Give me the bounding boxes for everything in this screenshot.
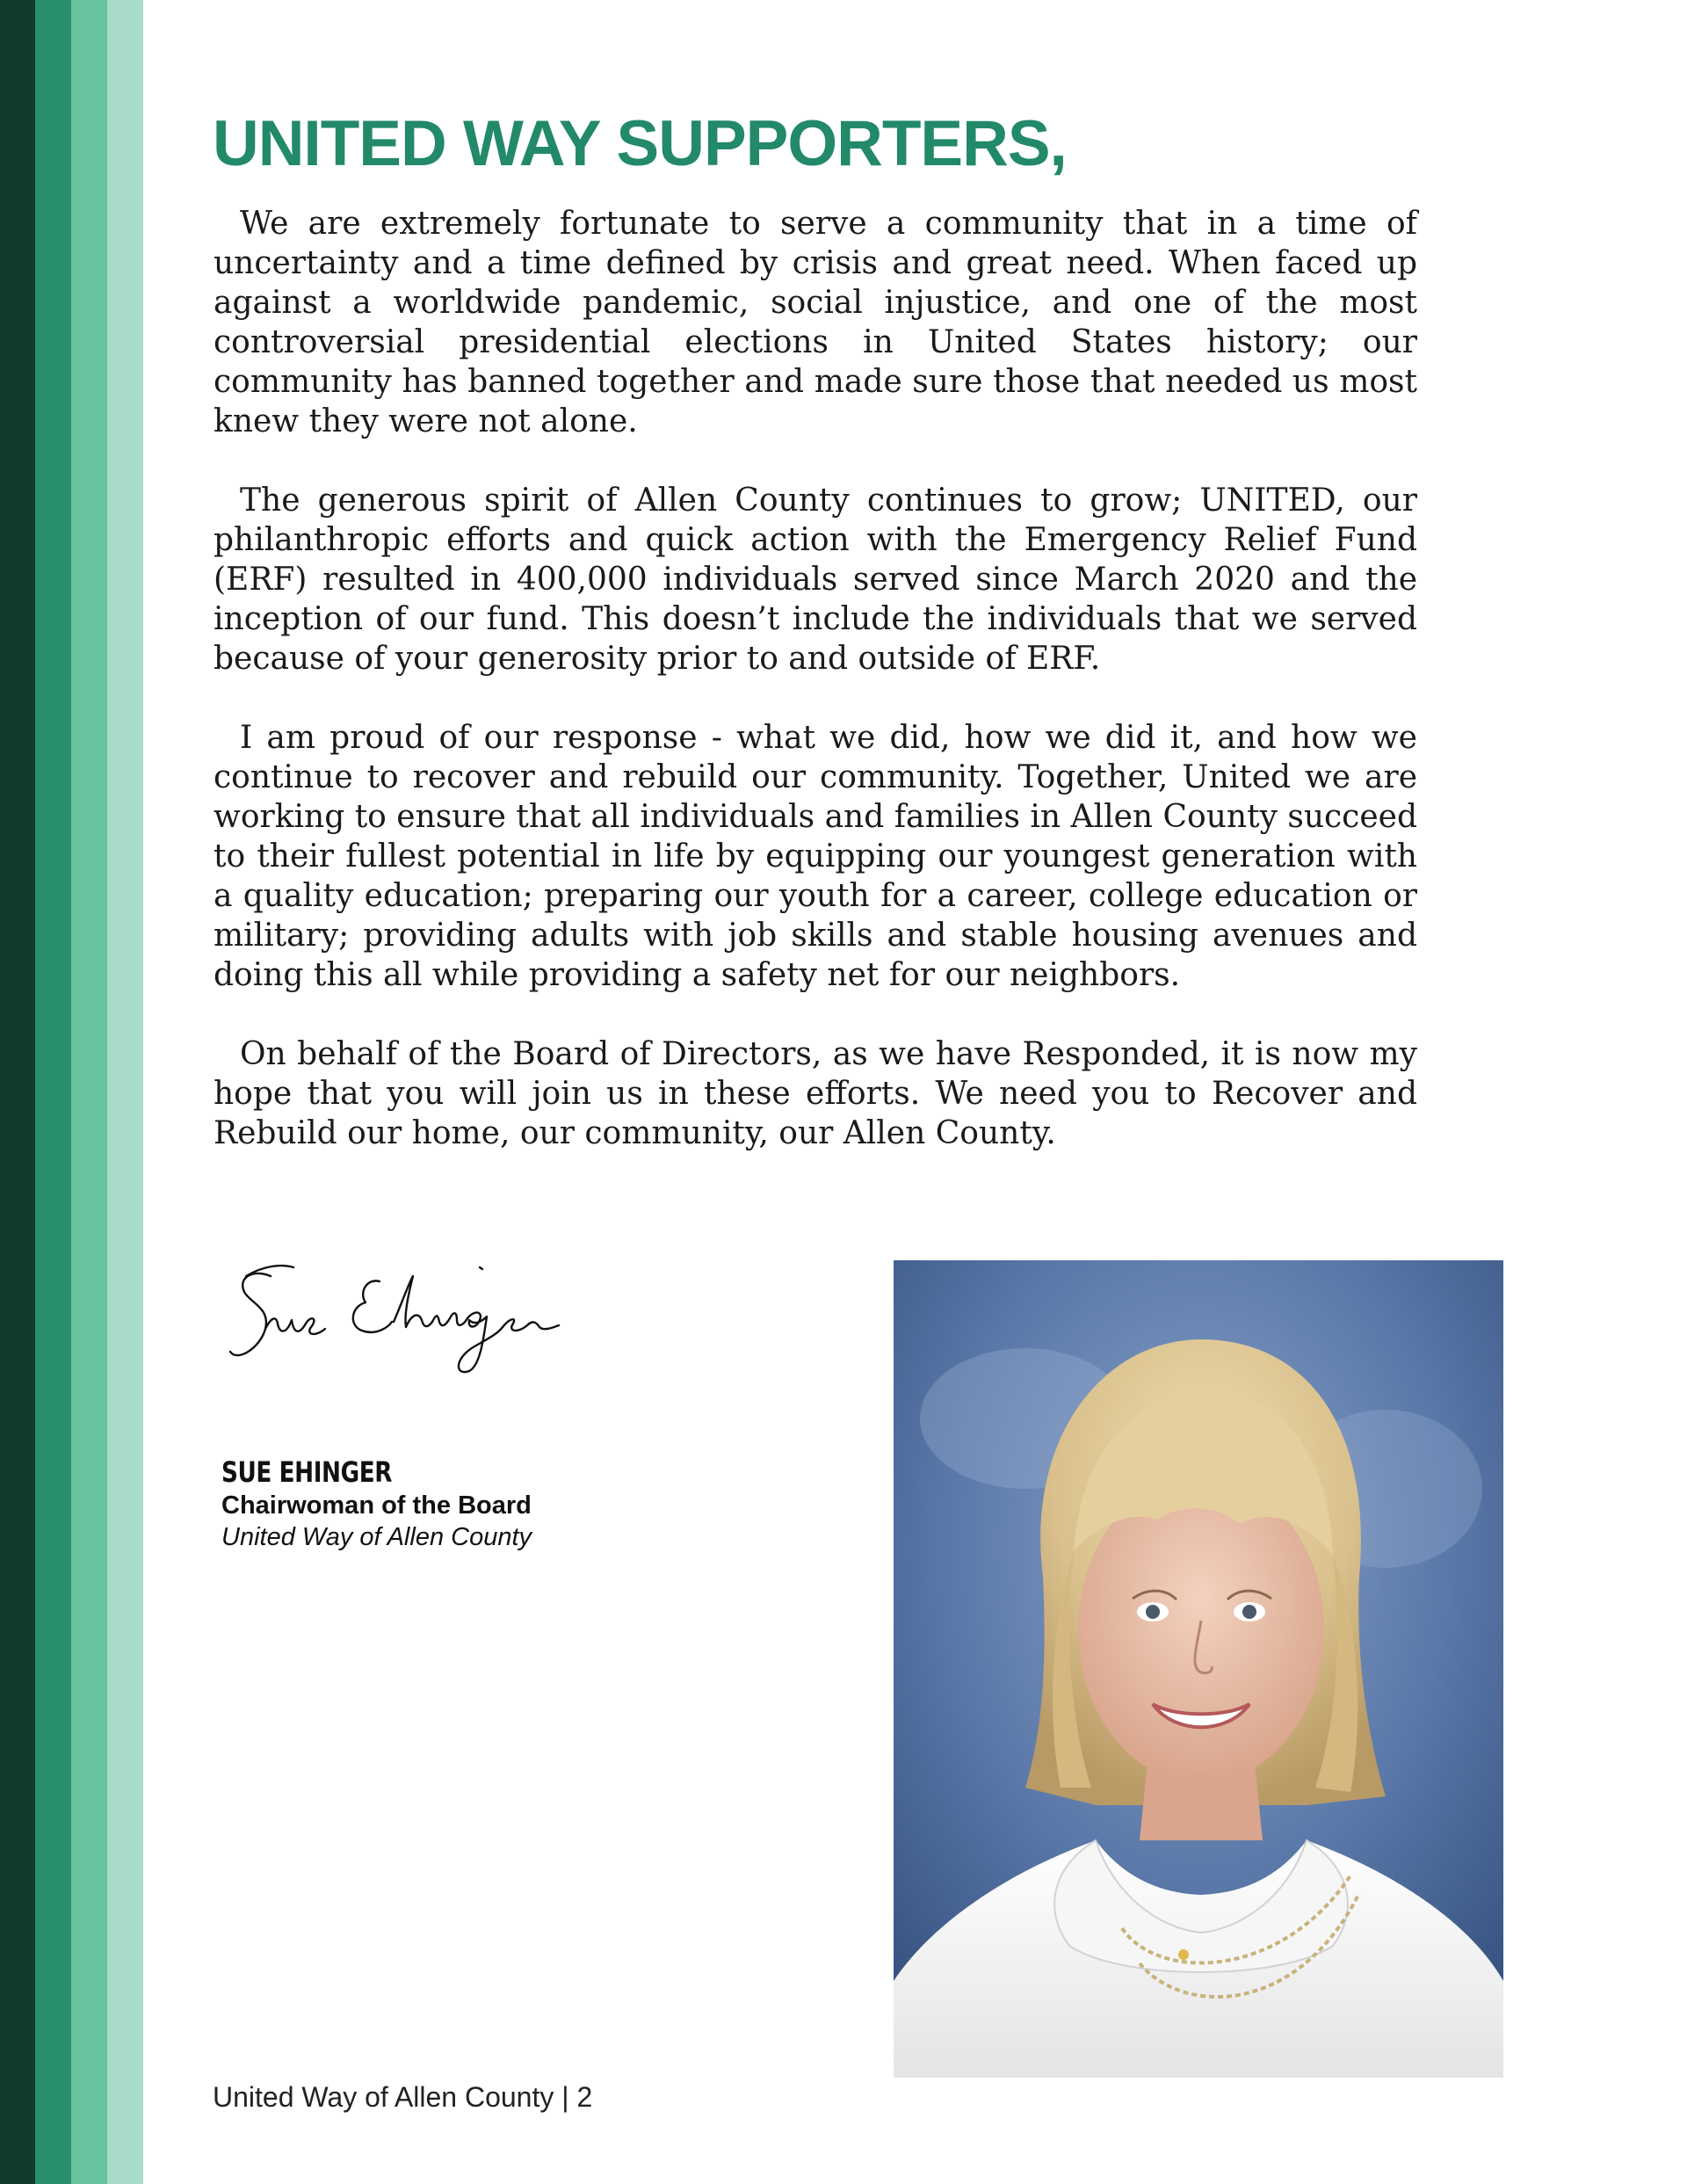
signer-block bbox=[221, 1455, 532, 1553]
letter-paragraph-3: I am proud of our response - what we did, how we did it, and how we continue to recover and rebuild our community. Together, United we are working to ensure that all individuals and families in Allen County succeed to their fullest potential in life by equipping our youngest generation with a quality education; preparing our youth for a career, college education or military; providing adults with job skills and stable housing avenues and doing this all while providing a safety net for our neighbors. bbox=[214, 720, 1417, 993]
stripe-pale-green bbox=[107, 0, 143, 2184]
page-footer: United Way of Allen County | 2 bbox=[213, 2081, 593, 2113]
letter-paragraph-4: On behalf of the Board of Directors, as we have Responded, it is now my hope that you will join us in these efforts. We need you to Recover and Rebuild our home, our community, our Allen County. bbox=[214, 1036, 1417, 1151]
letter-paragraph-2: The generous spirit of Allen County continues to grow; UNITED, our philanthropic efforts and quick action with the Emergency Relief Fund (ERF) resulted in 400,000 individuals served since March 2020 and the inception of our fund. This doesn’t include the individuals that we served because of your generosity prior to and outside of ERF. bbox=[214, 483, 1417, 677]
handwritten-signature bbox=[220, 1257, 562, 1406]
signer-title: Chairwoman of the Board bbox=[221, 1491, 532, 1520]
decorative-side-stripes bbox=[0, 0, 143, 2184]
letter-body bbox=[214, 204, 1417, 1193]
page-heading: UNITED WAY SUPPORTERS, bbox=[213, 108, 1067, 179]
stripe-light-green bbox=[71, 0, 107, 2184]
stripe-green bbox=[35, 0, 71, 2184]
stripe-dark-green bbox=[0, 0, 35, 2184]
signer-organization: United Way of Allen County bbox=[221, 1523, 532, 1551]
signer-name: SUE EHINGER bbox=[221, 1455, 393, 1489]
chairwoman-portrait-photo bbox=[894, 1260, 1503, 2078]
letter-paragraph-1: We are extremely fortunate to serve a community that in a time of uncertainty and a time defined by crisis and great need. When faced up against a worldwide pandemic, social injustice, and one of the most controversial presidential elections in United States history; our community has banned together and made sure those that needed us most knew they were not alone. bbox=[214, 206, 1417, 439]
